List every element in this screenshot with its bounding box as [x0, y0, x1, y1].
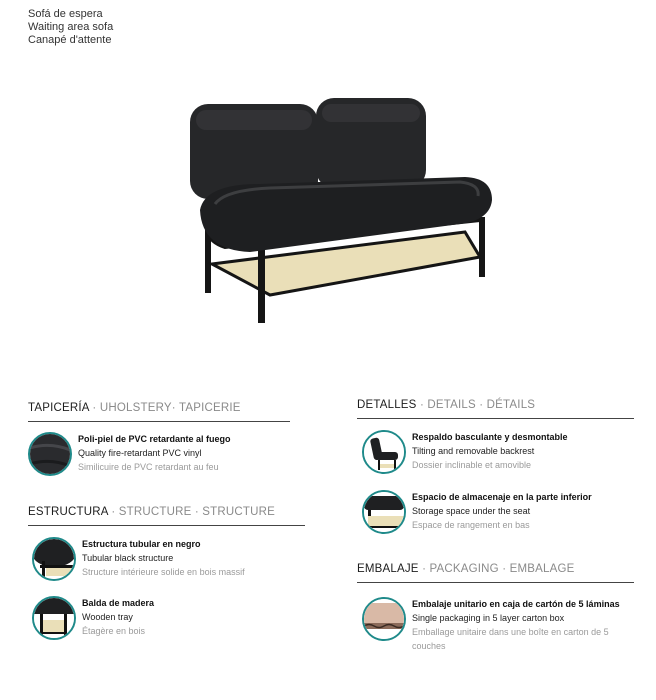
feature-text-en: Single packaging in 5 layer carton box	[412, 613, 565, 623]
feature-text-es: Respaldo basculante y desmontable	[412, 432, 568, 442]
section-divider	[357, 418, 634, 419]
section-packaging-heading: EMBALAJE · PACKAGING · EMBALAGE	[357, 563, 575, 575]
feature-text-es: Embalaje unitario en caja de cartón de 5 láminas	[412, 599, 620, 609]
tilting-backrest-icon	[362, 430, 406, 474]
feature-text-es: Balda de madera	[82, 598, 155, 608]
feature-text-fr: Étagère en bois	[82, 626, 146, 636]
feature-text-fr: Dossier inclinable et amovible	[412, 460, 532, 470]
feature-text-en: Quality fire-retardant PVC vinyl	[78, 448, 202, 458]
title-english: Waiting area sofa	[28, 21, 114, 33]
section-structure-heading: ESTRUCTURA · STRUCTURE · STRUCTURE	[28, 506, 276, 518]
feature-text-en: Wooden tray	[82, 612, 133, 622]
feature-text-fr: Similicuire de PVC retardant au feu	[78, 462, 219, 472]
section-divider	[357, 582, 634, 583]
title-spanish: Sofá de espera	[28, 8, 103, 20]
section-structure	[28, 506, 305, 526]
feature-text-es: Espacio de almacenaje en la parte inferior	[412, 492, 592, 502]
title-french: Canapé d'attente	[28, 34, 112, 46]
vinyl-swatch-icon	[28, 432, 72, 476]
tubular-structure-icon	[32, 537, 76, 581]
feature-text-es: Poli-piel de PVC retardante al fuego	[78, 434, 231, 444]
storage-space-icon	[362, 490, 406, 534]
feature-text-en: Storage space under the seat	[412, 506, 531, 516]
carton-box-icon	[362, 597, 406, 641]
section-divider	[28, 421, 290, 422]
section-packaging	[357, 563, 634, 583]
sofa-product-image	[180, 92, 500, 332]
section-upholstery-heading: TAPICERÍA · UHOLSTERY· TAPICERIE	[28, 402, 241, 414]
feature-text-fr: Emballage unitaire dans une boîte en carton de 5 couches	[412, 627, 609, 651]
feature-text-es: Estructura tubular en negro	[82, 539, 201, 549]
section-divider	[28, 525, 305, 526]
section-details	[357, 399, 634, 419]
section-upholstery	[28, 402, 290, 422]
wooden-tray-icon	[32, 596, 76, 640]
product-titles	[28, 8, 113, 47]
feature-text-fr: Espace de rangement en bas	[412, 520, 530, 530]
feature-text-fr: Structure intérieure solide en bois massif	[82, 567, 245, 577]
feature-text-en: Tilting and removable backrest	[412, 446, 535, 456]
feature-text-en: Tubular black structure	[82, 553, 174, 563]
section-details-heading: DETALLES · DETAILS · DÉTAILS	[357, 399, 536, 411]
